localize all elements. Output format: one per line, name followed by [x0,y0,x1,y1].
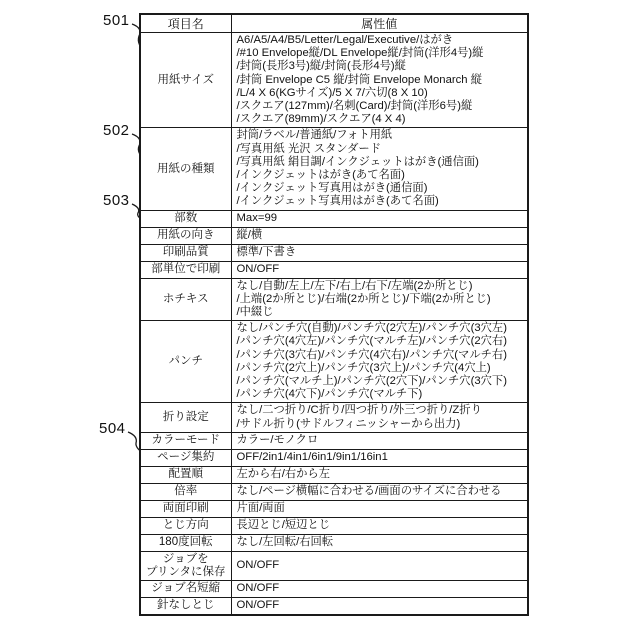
table-row-staple [140,278,528,321]
row-label: 印刷品質 [140,244,231,261]
row-label: パンチ [140,321,231,403]
row-label: ジョブ名短縮 [140,580,231,597]
row-value: ON/OFF [231,597,528,615]
row-value: OFF/2in1/4in1/6in1/9in1/16in1 [231,449,528,466]
table-row-layout-order [140,466,528,483]
column-header-attribute-value: 属性値 [231,14,528,33]
row-value: なし/ページ横幅に合わせる/画面のサイズに合わせる [231,483,528,500]
row-label: 用紙の種類 [140,128,231,210]
table-row-duplex [140,500,528,517]
row-label: 部単位で印刷 [140,261,231,278]
table-row-paper-type [140,128,528,210]
table-row-rotate-180 [140,534,528,551]
row-label: ページ集約 [140,449,231,466]
row-value: なし/自動/左上/左下/右上/右下/左端(2か所とじ) /上端(2か所とじ)/右端(2か所とじ)/下端(2か所とじ) /中綴じ [231,278,528,321]
row-label: 用紙サイズ [140,33,231,128]
row-label: 倍率 [140,483,231,500]
table-row-page-aggregation [140,449,528,466]
row-value: 縦/横 [231,227,528,244]
row-label: とじ方向 [140,517,231,534]
callout-502: 502 [103,122,130,139]
row-value: なし/左回転/右回転 [231,534,528,551]
table-row-collate [140,261,528,278]
row-value: なし/二つ折り/C折り/四つ折り/外三つ折り/Z折り /サドル折り(サドルフィニッシャーから出力) [231,403,528,432]
table-row-punch [140,321,528,403]
table-row-orientation [140,227,528,244]
table-row-paper-size [140,33,528,128]
table-row-copies [140,210,528,227]
row-value: ON/OFF [231,580,528,597]
row-value: 封筒/ラベル/普通紙/フォト用紙 /写真用紙 光沢 スタンダード /写真用紙 絹目調/インクジェットはがき(通信面) /インクジェットはがき(あて名面) /インクジェット写真用はがき(通信面) /インクジェット写真用はがき(あて名面) [231,128,528,210]
table-row-stapleless-binding [140,597,528,615]
row-label: カラーモード [140,432,231,449]
table-row-fold [140,403,528,432]
table-row-scale [140,483,528,500]
table-header-row [140,14,528,33]
row-value: ON/OFF [231,261,528,278]
table-row-save-job-to-printer [140,551,528,580]
row-label: 両面印刷 [140,500,231,517]
row-label: 用紙の向き [140,227,231,244]
row-value: A6/A5/A4/B5/Letter/Legal/Executive/はがき /#10 Envelope縦/DL Envelope縦/封筒(洋形4号)縦 /封筒(長形3号)縦/封筒(長形4号)縦 /封筒 Envelope C5 縦/封筒 Envelope Monarch 縦 /L/4 X 6(KGサイズ)/5 X 7/六切(8 X 10) /スクエア(127mm)/名刺(Card)/封筒(洋形6号)縦 /スクエア(89mm)/スクエア(4 X 4) [231,33,528,128]
row-value: 標準/下書き [231,244,528,261]
row-value: カラー/モノクロ [231,432,528,449]
row-label: 180度回転 [140,534,231,551]
table-row-color-mode [140,432,528,449]
table-row-job-name-shorten [140,580,528,597]
callout-504: 504 [99,420,126,437]
row-value: なし/パンチ穴(自動)/パンチ穴(2穴左)/パンチ穴(3穴左) /パンチ穴(4穴左)/パンチ穴(マルチ左)/パンチ穴(2穴右) /パンチ穴(3穴右)/パンチ穴(4穴右)/パンチ穴(マルチ右) /パンチ穴(2穴上)/パンチ穴(3穴上)/パンチ穴(4穴上) /パンチ穴(マルチ上)/パンチ穴(2穴下)/パンチ穴(3穴下) /パンチ穴(4穴下)/パンチ穴(マルチ下) [231,321,528,403]
row-label: 針なしとじ [140,597,231,615]
row-label: ジョブを プリンタに保存 [140,551,231,580]
row-value: 左から右/右から左 [231,466,528,483]
attribute-table [139,13,529,616]
row-label: 部数 [140,210,231,227]
row-label: 折り設定 [140,403,231,432]
table-row-print-quality [140,244,528,261]
row-value: Max=99 [231,210,528,227]
callout-503: 503 [103,192,130,209]
row-label: ホチキス [140,278,231,321]
table-row-binding-direction [140,517,528,534]
row-value: 長辺とじ/短辺とじ [231,517,528,534]
row-value: ON/OFF [231,551,528,580]
row-value: 片面/両面 [231,500,528,517]
row-label: 配置順 [140,466,231,483]
column-header-item-name: 項目名 [140,14,231,33]
callout-501: 501 [103,12,130,29]
